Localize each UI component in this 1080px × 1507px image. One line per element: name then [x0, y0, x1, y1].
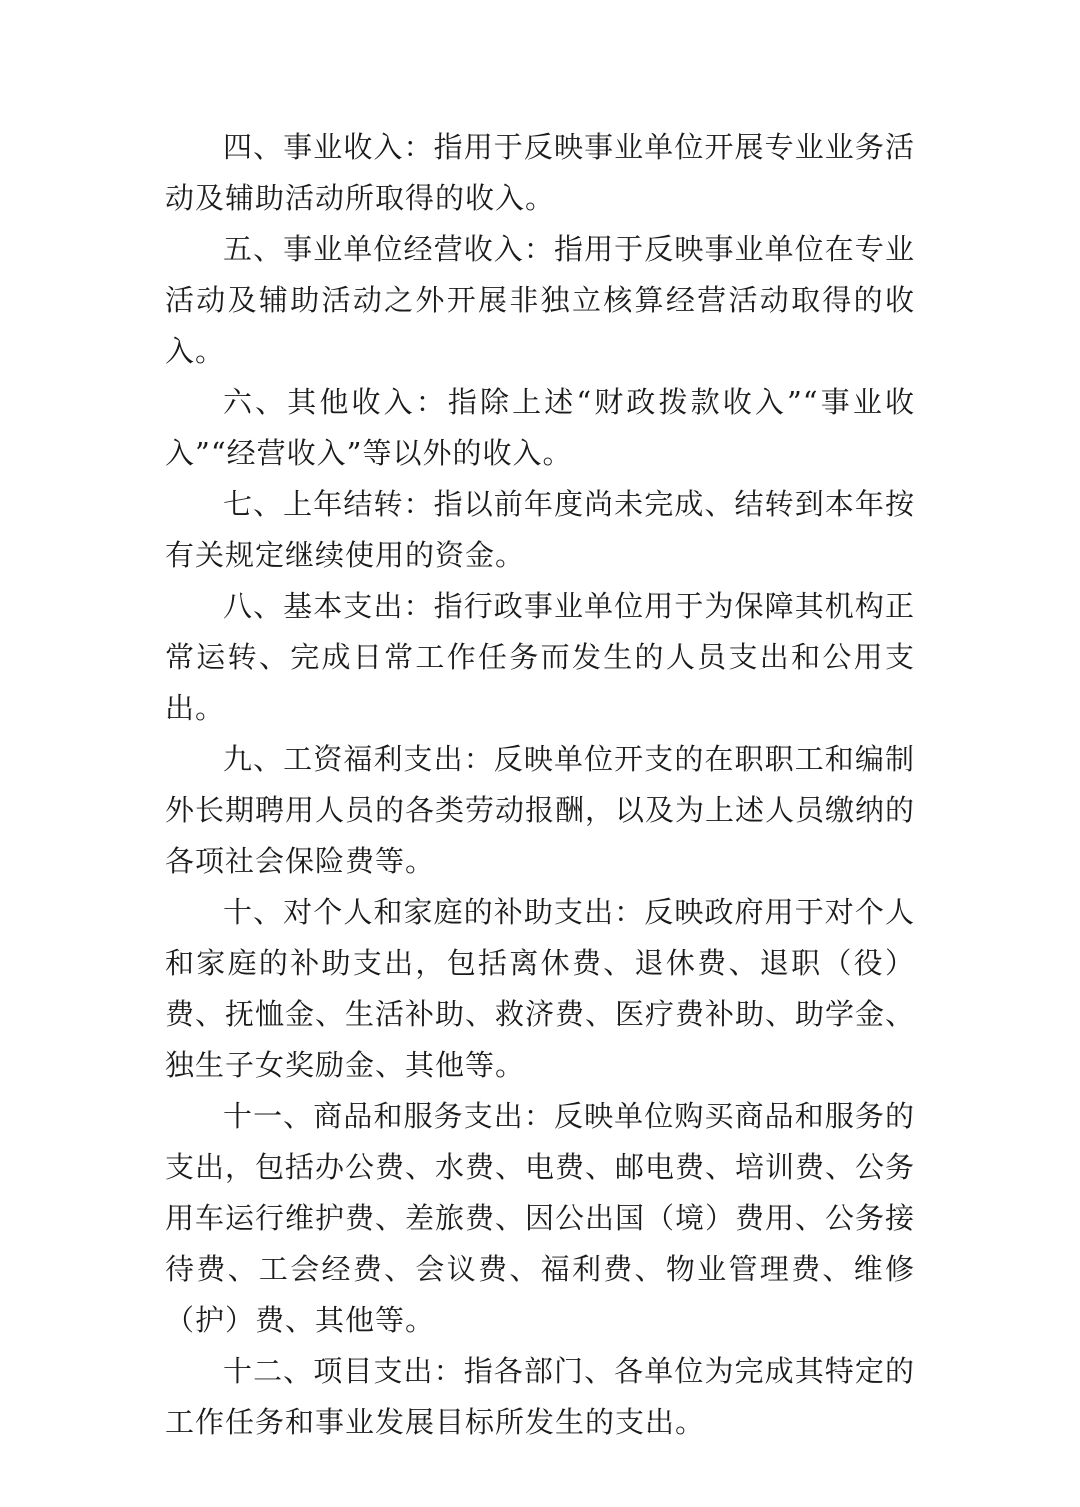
- document-body: [165, 122, 915, 1448]
- paragraph-basic-expenditure: 八、基本支出：指行政事业单位用于为保障其机构正常运转、完成日常工作任务而发生的人员支出和公用支出。: [165, 589, 915, 725]
- paragraph-operating-income: 五、事业单位经营收入：指用于反映事业单位在专业活动及辅助活动之外开展非独立核算经营活动取得的收入。: [165, 232, 915, 368]
- paragraph-prior-year-carryover: 七、上年结转：指以前年度尚未完成、结转到本年按有关规定继续使用的资金。: [165, 487, 915, 572]
- paragraph-wage-welfare-expenditure: 九、工资福利支出：反映单位开支的在职职工和编制外长期聘用人员的各类劳动报酬，以及为上述人员缴纳的各项社会保险费等。: [165, 742, 916, 878]
- paragraph-project-expenditure: 十二、项目支出：指各部门、各单位为完成其特定的工作任务和事业发展目标所发生的支出。: [165, 1354, 915, 1439]
- paragraph-other-income: 六、其他收入：指除上述“财政拨款收入”“事业收入”“经营收入”等以外的收入。: [165, 385, 915, 470]
- paragraph-household-subsidy-expenditure: 十、对个人和家庭的补助支出：反映政府用于对个人和家庭的补助支出，包括离休费、退休费、退职（役）费、抚恤金、生活补助、救济费、医疗费补助、助学金、独生子女奖励金、其他等。: [165, 895, 916, 1082]
- paragraph-goods-services-expenditure: 十一、商品和服务支出：反映单位购买商品和服务的支出，包括办公费、水费、电费、邮电费、培训费、公务用车运行维护费、差旅费、因公出国（境）费用、公务接待费、工会经费、会议费、福利费、物业管理费、维修（护）费、其他等。: [165, 1099, 916, 1337]
- paragraph-business-income: 四、事业收入：指用于反映事业单位开展专业业务活动及辅助活动所取得的收入。: [165, 130, 915, 215]
